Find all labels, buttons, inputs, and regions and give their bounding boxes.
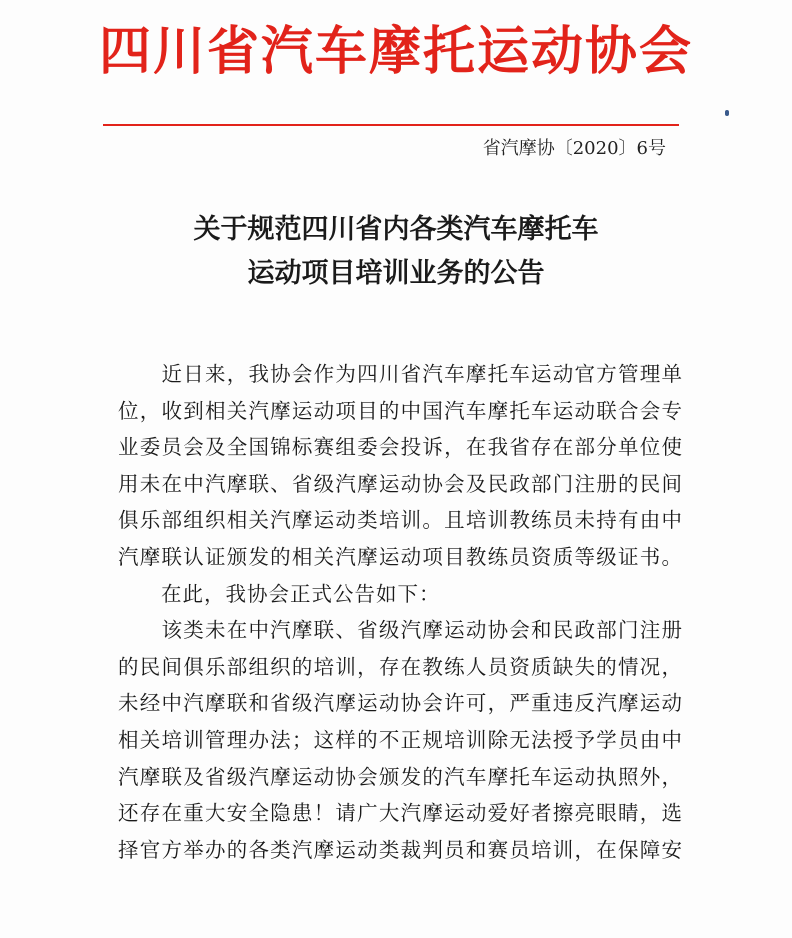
- body-line: 汽摩联认证颁发的相关汽摩运动项目教练员资质等级证书。: [118, 544, 682, 569]
- body-line: 未经中汽摩联和省级汽摩运动协会许可，严重违反汽摩运动: [118, 691, 682, 716]
- letterhead-red-rule: [103, 124, 679, 126]
- body-line: 在此，我协会正式公告如下：: [118, 581, 441, 606]
- document-number: 省汽摩协〔2020〕6号: [482, 138, 666, 159]
- body-line: 该类未在中汽摩联、省级汽摩运动协会和民政部门注册: [118, 618, 682, 643]
- scan-speck: [725, 110, 729, 116]
- body-line: 近日来，我协会作为四川省汽车摩托车运动官方管理单: [118, 362, 682, 386]
- body-line: 的民间俱乐部组织的培训，存在教练人员资质缺失的情况，: [118, 654, 682, 679]
- body-line: 还存在重大安全隐患！请广大汽摩运动爱好者擦亮眼睛，选: [118, 801, 682, 826]
- document-title: [0, 208, 792, 296]
- org-letterhead: 四川省汽车摩托运动协会: [98, 21, 693, 82]
- body-line: 位，收到相关汽摩运动项目的中国汽车摩托车运动联合会专: [118, 398, 682, 423]
- document-body: [118, 356, 682, 868]
- body-line: 择官方举办的各类汽摩运动类裁判员和赛员培训，在保障安: [118, 837, 682, 862]
- body-line: 用未在中汽摩联、省级汽摩运动协会及民政部门注册的民间: [118, 471, 682, 496]
- title-line-2: 运动项目培训业务的公告: [247, 258, 545, 289]
- title-line-1: 关于规范四川省内各类汽车摩托车: [193, 214, 599, 245]
- body-line: 相关培训管理办法；这样的不正规培训除无法授予学员由中: [118, 727, 682, 752]
- body-line: 俱乐部组织相关汽摩运动类培训。且培训教练员未持有由中: [118, 508, 682, 533]
- body-line: 汽摩联及省级汽摩运动协会颁发的汽车摩托车运动执照外，: [118, 764, 682, 789]
- body-line: 业委员会及全国锦标赛组委会投诉，在我省存在部分单位使: [118, 435, 682, 460]
